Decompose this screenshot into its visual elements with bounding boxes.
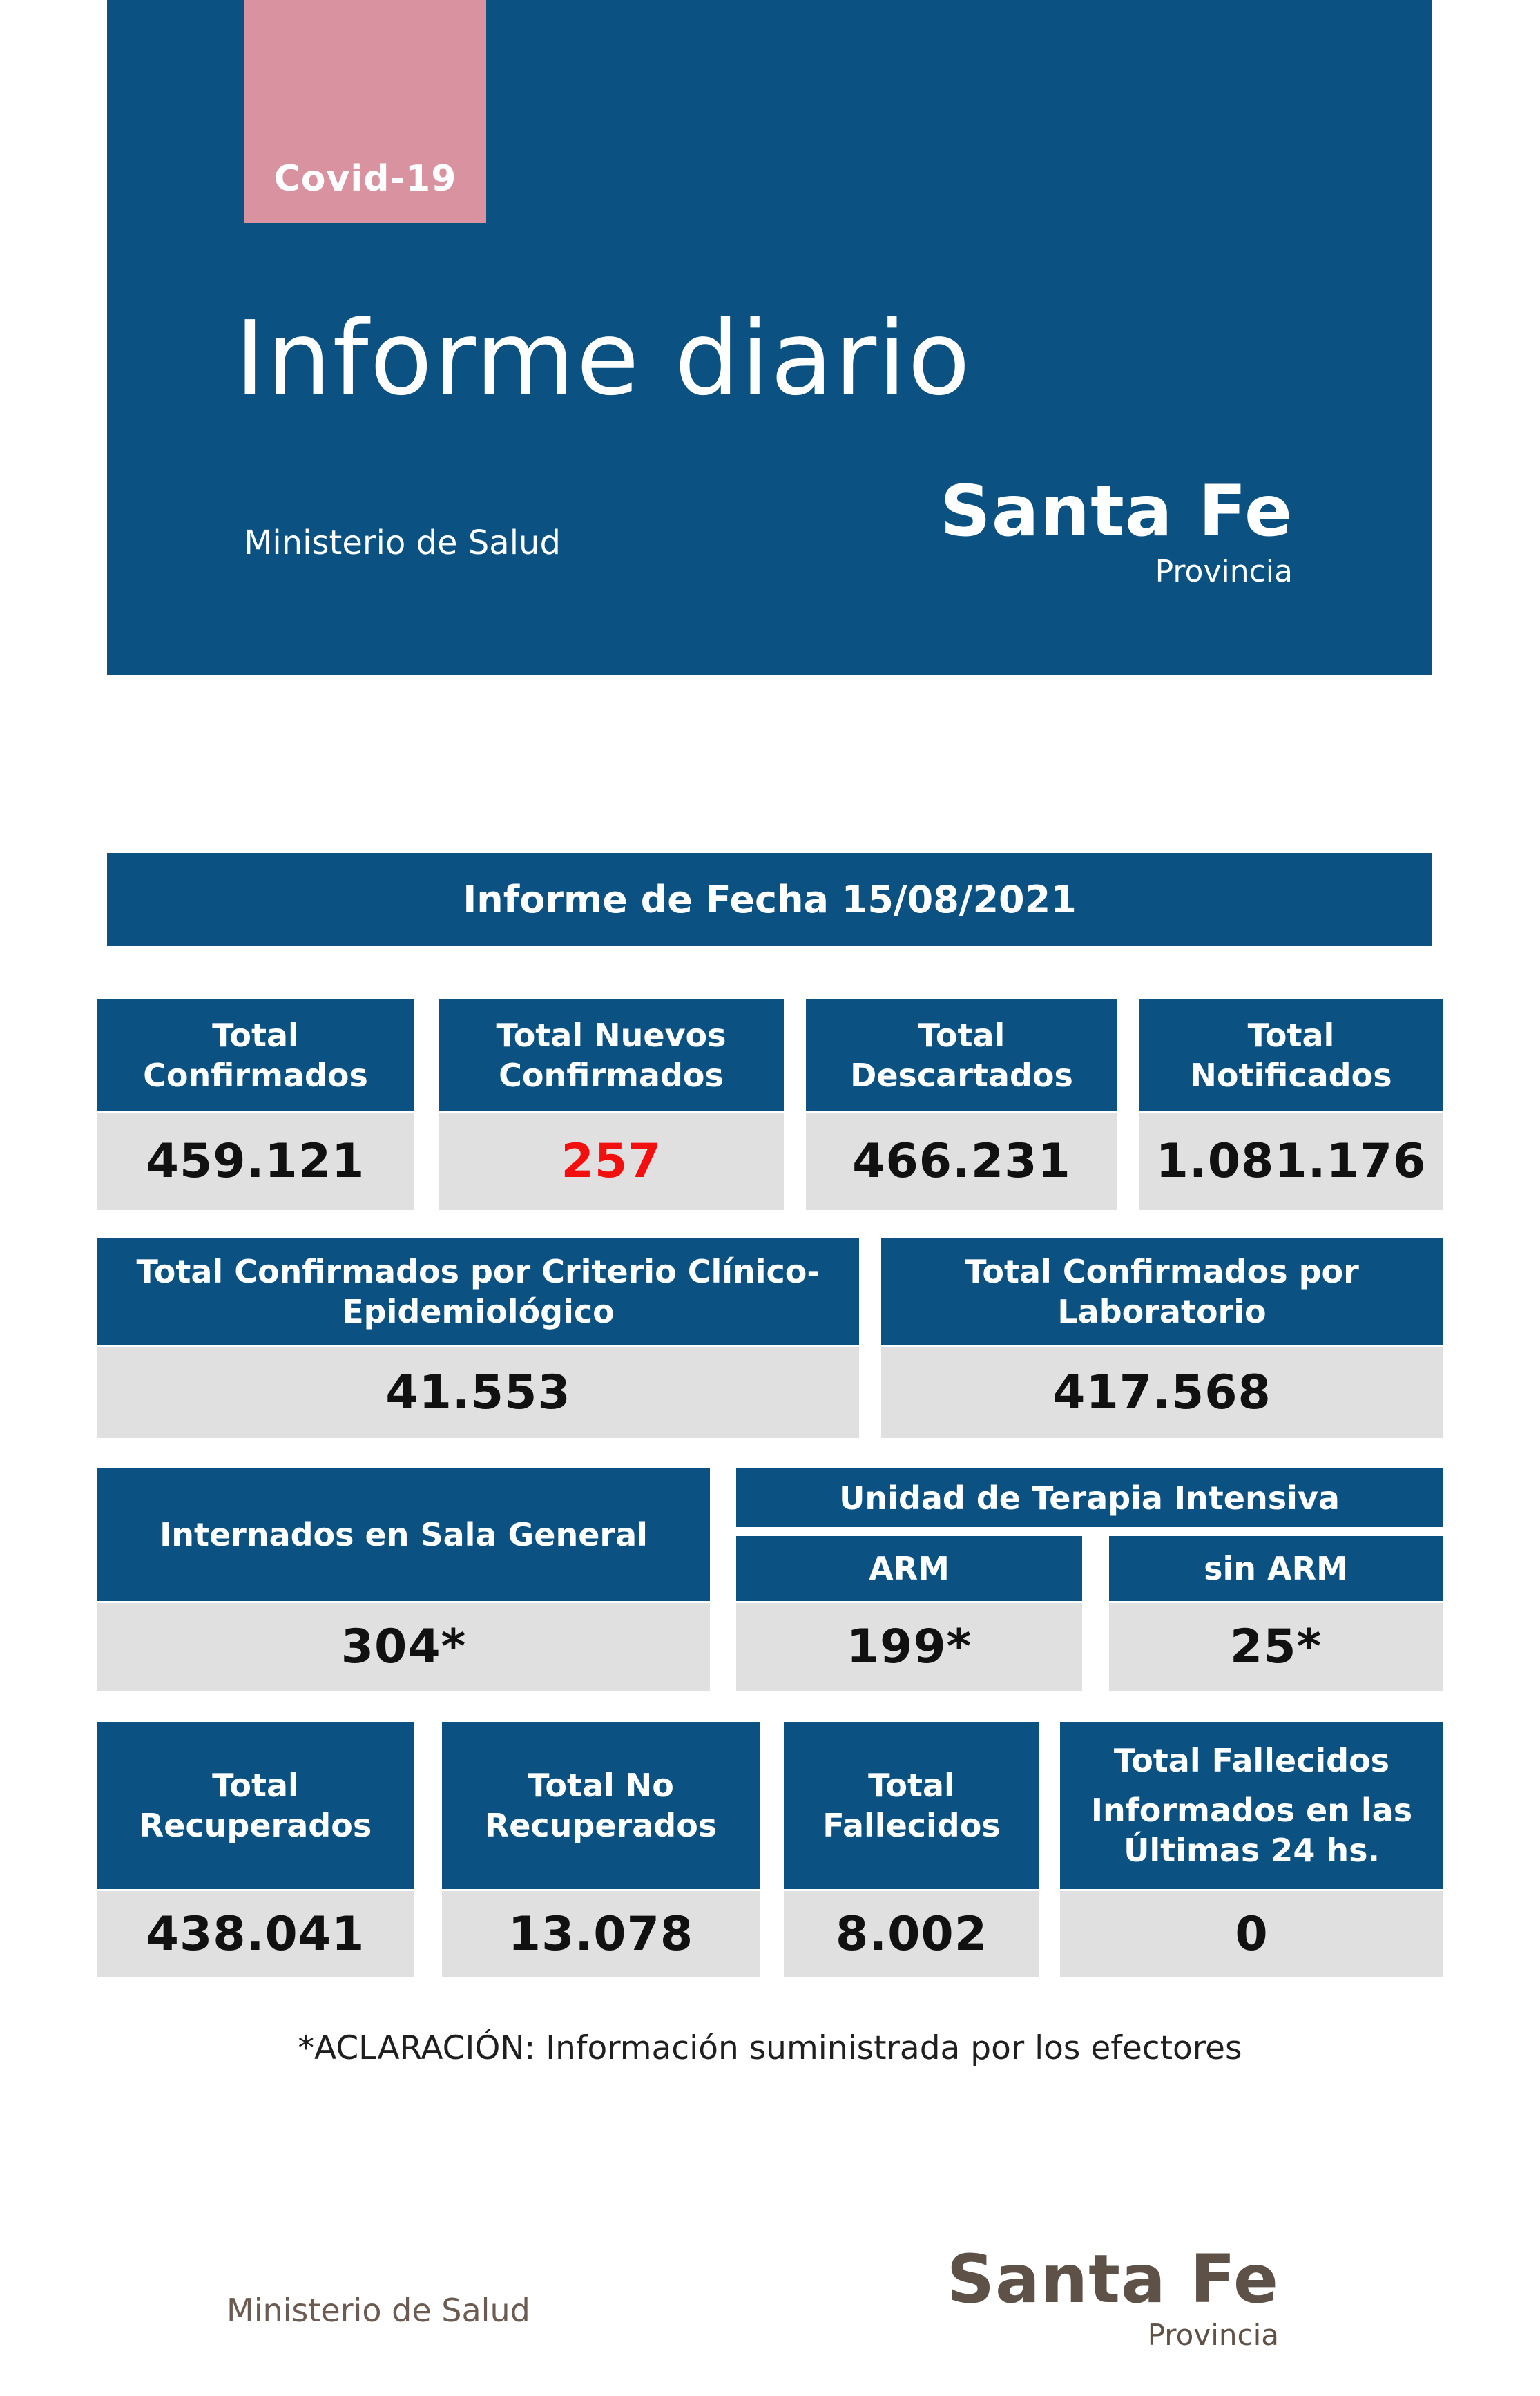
card-header [784,1722,1039,1889]
card-label-line: Total [1247,1016,1335,1054]
card-value: 8.002 [784,1889,1039,1977]
stat-card-por-laboratorio [881,1238,1443,1438]
card-header [1139,999,1443,1111]
card-label-line: Total Confirmados por Criterio Clínico- [136,1253,820,1290]
card-label-line: Total [918,1016,1005,1054]
card-label-line: Confirmados [143,1056,368,1094]
santafe-logo-subtitle: Provincia [1155,554,1293,589]
card-label-line: Recuperados [484,1807,718,1844]
card-value: 41.553 [97,1345,859,1438]
card-label-line: Recuperados [139,1807,372,1844]
card-header [97,1238,859,1345]
card-value: 0 [1060,1889,1443,1977]
card-value: 466.231 [806,1111,1117,1210]
stat-card-fallecidos-24hs [1060,1722,1443,1977]
card-header [442,1722,760,1889]
card-label-line: Descartados [850,1056,1073,1094]
card-label-line: Notificados [1190,1056,1392,1094]
date-banner-label: Informe de Fecha 15/08/2021 [463,878,1077,921]
covid-tag [244,0,486,223]
card-label-line: Total [868,1767,955,1804]
card-value: 1.081.176 [1139,1111,1443,1210]
card-value: 13.078 [442,1889,760,1977]
icu-title-bar: Unidad de Terapia Intensiva [736,1468,1443,1527]
card-value-new-cases: 257 [439,1111,784,1210]
stat-card-total-fallecidos [784,1722,1039,1977]
card-header [97,1722,414,1889]
stat-card-total-no-recuperados [442,1722,760,1977]
card-label-line: Laboratorio [1057,1293,1267,1330]
card-label-line: Total [212,1767,299,1804]
header-subtitle: Ministerio de Salud [244,524,561,562]
card-value: 199* [736,1601,1082,1691]
card-label-line: Internados en Sala General [160,1516,648,1553]
page-title: Informe diario [235,299,972,418]
stat-card-total-notificados [1139,999,1443,1210]
card-header [806,999,1117,1111]
card-value: 304* [97,1601,710,1691]
stat-card-total-confirmados [97,999,414,1210]
card-value: 25* [1109,1601,1443,1691]
card-header [97,999,414,1111]
card-label-line: Últimas 24 hs. [1124,1832,1380,1869]
stat-card-total-nuevos-confirmados [439,999,784,1210]
card-value: 417.568 [881,1345,1443,1438]
card-label-line: Total Confirmados por [965,1253,1359,1290]
clarification-note: *ACLARACIÓN: Información suministrada por los efectores [298,2029,1242,2067]
card-header [881,1238,1443,1345]
stat-card-icu-sin-arm [1109,1536,1443,1691]
card-header [97,1468,710,1601]
card-value: 459.121 [97,1111,414,1210]
covid-tag-label: Covid-19 [273,158,457,200]
card-label-line: Informados en las [1090,1792,1413,1829]
santafe-logo [940,470,1293,589]
icu-section-title [736,1468,1443,1527]
card-label-line: Total No [528,1767,674,1804]
card-label-line: Total Fallecidos [1113,1742,1390,1779]
card-value: 438.041 [97,1889,414,1977]
stat-card-sala-general [97,1468,710,1691]
footer-logo-wordmark: Santa Fe [946,2241,1279,2318]
card-label-line: Total Nuevos [496,1016,726,1054]
stat-card-total-descartados [806,999,1117,1210]
stat-card-icu-arm [736,1536,1082,1691]
card-header: ARM [736,1536,1082,1601]
footer-santafe-logo [946,2241,1279,2352]
card-header [1060,1722,1443,1889]
card-label-line: Fallecidos [822,1807,1001,1844]
card-header [439,999,784,1111]
stat-card-total-recuperados [97,1722,414,1977]
card-label-line: Epidemiológico [342,1293,615,1330]
card-header: sin ARM [1109,1536,1443,1601]
date-banner [107,853,1432,946]
card-label-line: Confirmados [499,1056,724,1094]
card-label-line: Total [212,1016,299,1054]
footer-ministry-label: Ministerio de Salud [227,2292,530,2329]
santafe-logo-wordmark: Santa Fe [940,470,1293,553]
stat-card-criterio-clinico [97,1238,859,1438]
footer-logo-subtitle: Provincia [1147,2318,1279,2352]
hero-header [107,0,1432,675]
